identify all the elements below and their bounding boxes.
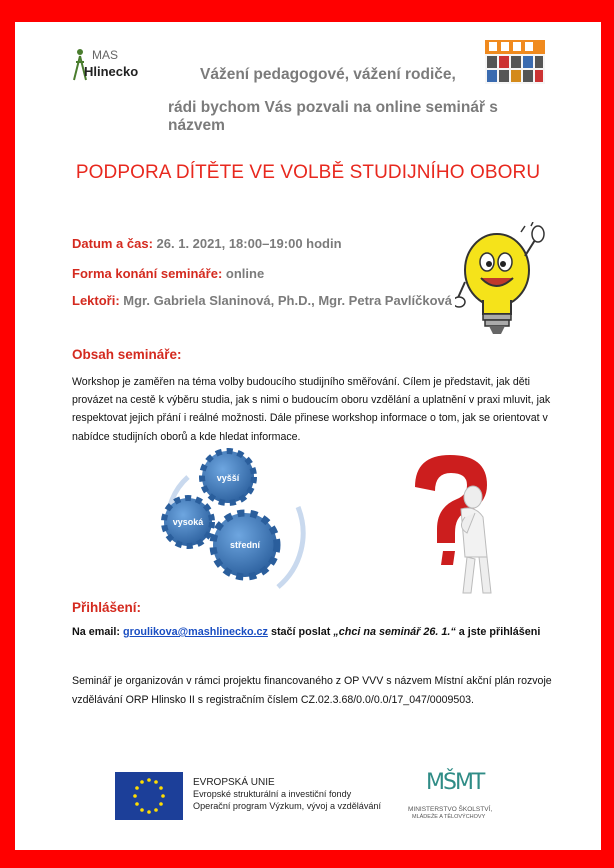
form-row [72, 266, 264, 281]
page-title: PODPORA DÍTĚTE VE VOLBĚ STUDIJNÍHO OBORU [75, 162, 541, 183]
gear-top-label: vyšší [216, 473, 240, 483]
eu-line-1: EVROPSKÁ UNIE [193, 777, 275, 788]
greeting-line-1: Vážení pedagogové, vážení rodiče, [200, 66, 456, 83]
registration-heading: Přihlášení: [72, 600, 142, 615]
registration-suffix: a jste přihlášeni [455, 626, 541, 638]
lecturers-label: Lektoři: [72, 293, 120, 308]
greeting-line-2: rádi bychom Vás pozvali na online seminář s názvem [168, 99, 498, 134]
eu-text-block [193, 777, 381, 812]
gears-diagram [148, 447, 308, 597]
eu-line-2: Evropské strukturální a investiční fondy [193, 788, 352, 799]
registration-middle: stačí poslat [267, 626, 334, 638]
datetime-label: Datum a čas: [72, 236, 153, 251]
lightbulb-icon [455, 222, 545, 340]
eu-logo [115, 772, 385, 824]
registration-quote: „chci na seminář 26. 1.“ [333, 626, 456, 638]
mas-logo-top: MAS [92, 48, 119, 62]
project-info: Seminář je organizován v rámci projektu financovaného z OP VVV s názvem Místní akční plán rozvoje vzdělávání ORP Hlinsko II s registračním číslem CZ.02.3.68/0.0/0.0/17_047/0009503. [72, 675, 552, 706]
msmt-mark: MŠMT [426, 770, 484, 795]
gear-bottom-label: střední [229, 540, 261, 550]
invitation-page [15, 22, 601, 850]
mas-hlinecko-logo [72, 44, 144, 92]
content-paragraph: Workshop je zaměřen na téma volby budoucího studijního směřování. Cílem je představit, jak děti provázet na cestě k výběru studia, jak s nimi o budoucím oboru vzdělání a uplatnění v praxi mluvit, jak respektovat jejich přání i reálné možnosti. Dále přinese workshop informace o tom, jak se orientovat v nabídce studijních oborů a kde hledat informace. [72, 376, 551, 443]
mas-logo-bottom: Hlinecko [84, 64, 139, 79]
msmt-line-2: MLÁDEŽE A TĚLOVÝCHOVY [412, 814, 486, 820]
form-value: online [222, 266, 265, 281]
registration-line [72, 626, 540, 638]
question-figure-icon [395, 447, 505, 597]
datetime-value: 26. 1. 2021, 18:00–19:00 hodin [152, 236, 342, 251]
lecturers-row [72, 293, 452, 308]
msmt-line-1: MINISTERSTVO ŠKOLSTVÍ, [408, 806, 493, 813]
registration-email-link[interactable]: groulikova@mashlinecko.cz [123, 626, 268, 638]
registration-prefix: Na email: [72, 626, 124, 638]
eu-line-3: Operační program Výzkum, vývoj a vzdělávání [193, 800, 382, 811]
content-heading: Obsah semináře: [72, 347, 182, 362]
eu-flag-icon [115, 772, 183, 820]
datetime-row [72, 236, 342, 251]
msmt-logo [408, 770, 508, 830]
form-label: Forma konání semináře: [72, 266, 223, 281]
lecturers-value: Mgr. Gabriela Slaninová, Ph.D., Mgr. Petra Pavlíčková [119, 293, 453, 308]
gear-left-label: vysoká [172, 517, 204, 527]
